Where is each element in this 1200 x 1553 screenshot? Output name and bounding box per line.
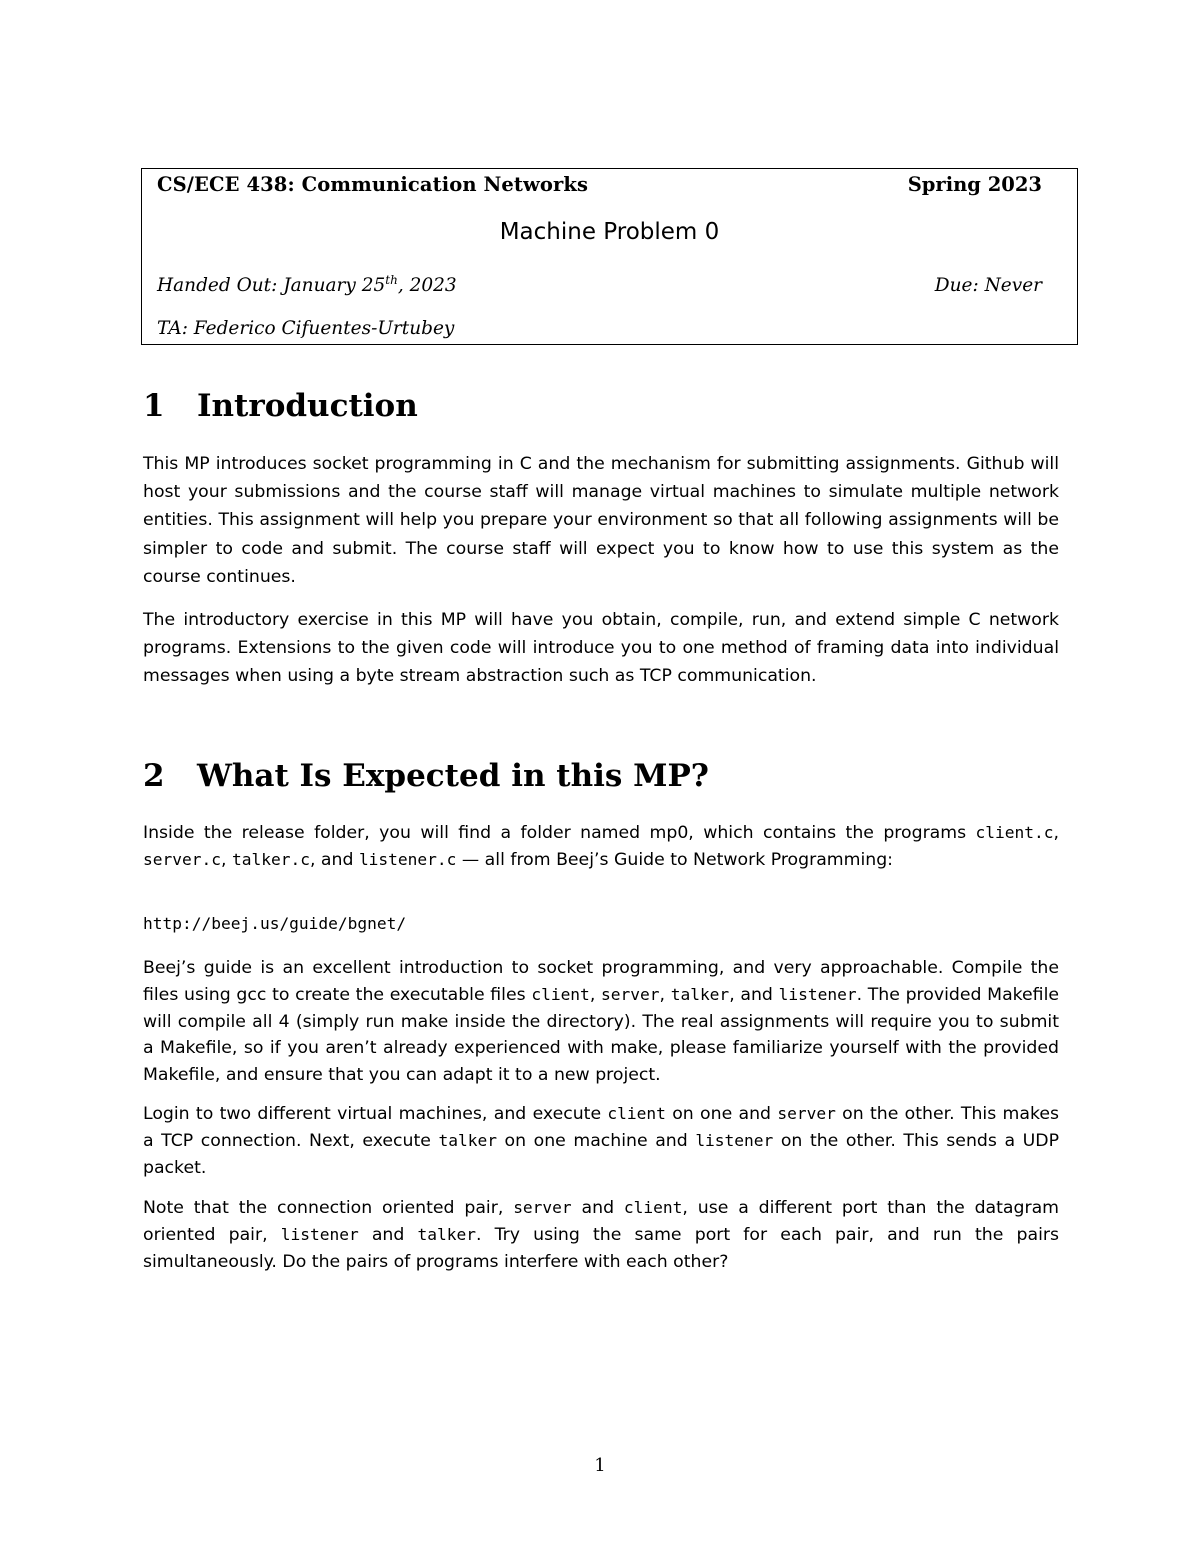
code-server: server	[777, 1104, 836, 1123]
code-listener: listener	[695, 1130, 774, 1150]
intro-paragraph-1: This MP introduces socket programming in C and the mechanism for submitting assignments. Github will host your submissions and the course staff will manage virtual machines to simulate multiple network entities. This assignment will help you prepare your environment so that all following assignments will be simpler to code and submit. The course staff will expect you to know how to use this system as the course continues.	[143, 454, 1059, 587]
term-label: Spring 2023	[907, 173, 1042, 196]
ta-name: TA: Federico Cifuentes-Urtubey	[157, 318, 455, 339]
text-run: , and	[309, 849, 359, 870]
handed-out-superscript: th	[385, 273, 398, 287]
code-listener: listener	[778, 984, 857, 1004]
text-run: and	[571, 1198, 624, 1218]
section-heading-introduction	[143, 388, 418, 424]
section-number: 1	[143, 388, 165, 424]
expected-paragraph-3	[143, 1101, 1059, 1181]
code-server: server	[513, 1198, 572, 1217]
text-run: Beej’s guide is an excellent introduction to socket programming, and very approachable. Compile the files using gcc to create the executable files	[143, 958, 1059, 1005]
text-run: on one and	[665, 1104, 778, 1124]
code-client: client	[607, 1104, 666, 1123]
section-title: Introduction	[197, 388, 418, 424]
text-run: — all from Beej’s Guide to Network Programming:	[456, 849, 894, 870]
text-run: Inside the release folder, you will find a folder named mp0, which contains the programs	[143, 823, 976, 843]
course-title: CS/ECE 438: Communication Networks	[157, 173, 589, 196]
code-listener-c: listener.c	[358, 849, 457, 869]
code-client-c: client.c	[975, 823, 1054, 842]
handed-out-prefix: Handed Out: January 25	[157, 275, 386, 296]
code-talker: talker	[438, 1130, 497, 1150]
text-run: Login to two different virtual machines, and execute	[143, 1104, 608, 1124]
section-heading-expected	[143, 758, 709, 794]
handed-out-date	[157, 275, 457, 296]
assignment-title: Machine Problem 0	[499, 219, 720, 245]
expected-paragraph-2	[143, 955, 1059, 1089]
code-client: client	[531, 984, 590, 1004]
code-client: client	[623, 1198, 683, 1217]
section-number: 2	[143, 758, 165, 794]
expected-paragraph-1	[143, 820, 1059, 874]
text-run: , use a different port than the datagram oriented pair,	[143, 1198, 1060, 1245]
text-run: ,	[659, 984, 671, 1005]
due-date: Due: Never	[934, 275, 1042, 296]
code-server-c: server.c	[143, 849, 221, 869]
text-run: Note that the connection oriented pair,	[143, 1198, 514, 1218]
handed-out-suffix: , 2023	[397, 275, 457, 296]
section-title: What Is Expected in this MP?	[197, 758, 709, 794]
text-run: ,	[589, 984, 602, 1005]
text-run: and	[358, 1224, 418, 1245]
text-run: ,	[1053, 823, 1059, 843]
code-talker: talker	[670, 984, 730, 1004]
text-run: , and	[729, 984, 779, 1005]
code-talker: talker	[417, 1224, 476, 1244]
text-run: ,	[220, 849, 232, 870]
text-run: on the other. This makes a TCP connection. Next, execute	[143, 1104, 1059, 1151]
code-talker-c: talker.c	[231, 849, 310, 869]
page-number: 1	[594, 1455, 606, 1476]
text-run: on one machine and	[496, 1130, 696, 1151]
expected-paragraph-4	[143, 1195, 1059, 1275]
text-run: . Try using the same port for each pair, and run the pairs simultaneously. Do the pairs of programs interfere with each other?	[143, 1224, 1059, 1272]
text-run: . The provided Makefile will compile all 4 (simply run make inside the directory). The real assignments will require you to submit a Makefile, so if you aren’t already experienced with make, please familiarize yourself with the provided Makefile, and ensure that you can adapt it to a new project.	[143, 984, 1059, 1086]
text-run: on the other. This sends a UDP packet.	[143, 1130, 1059, 1178]
code-server: server	[601, 984, 660, 1004]
beej-guide-url[interactable]: http://beej.us/guide/bgnet/	[143, 914, 407, 933]
intro-paragraph-2: The introductory exercise in this MP will have you obtain, compile, run, and extend simple C network programs. Extensions to the given code will introduce you to one method of framing data into individual messages when using a byte stream abstraction such as TCP communication.	[143, 610, 1059, 687]
code-listener: listener	[280, 1224, 359, 1244]
assignment-header-box	[141, 168, 1078, 345]
